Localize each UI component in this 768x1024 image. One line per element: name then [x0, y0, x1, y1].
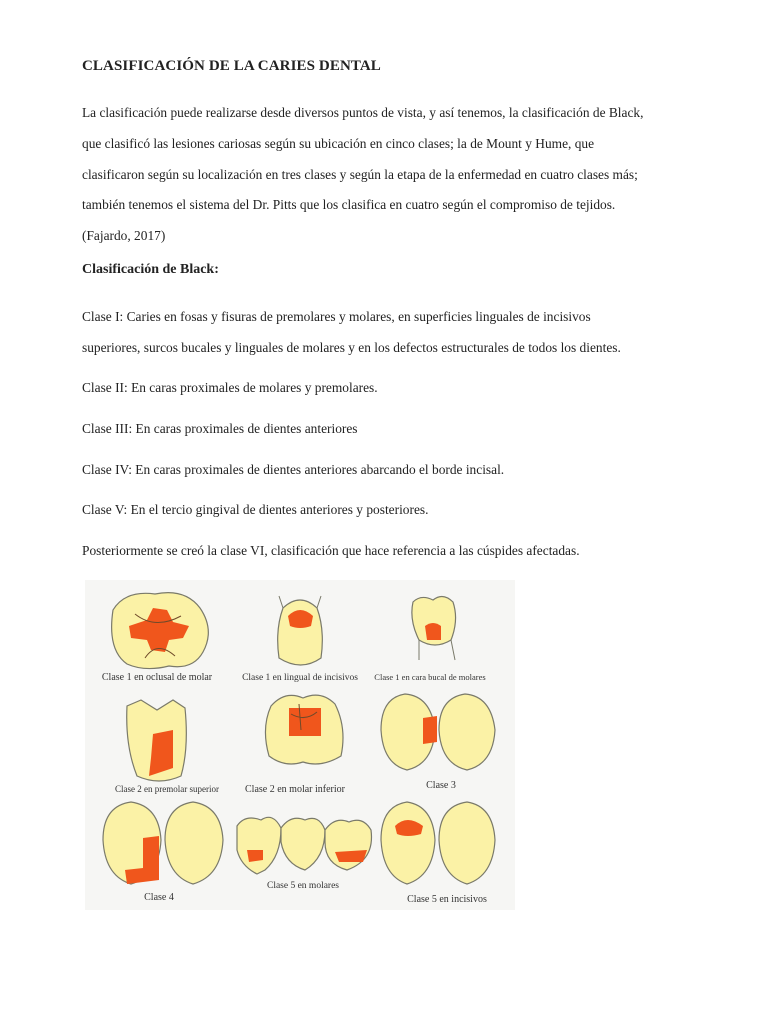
caption-c5-incisivos: Clase 5 en incisivos — [407, 894, 487, 905]
clase1-paragraph — [82, 302, 722, 363]
tooth-c4 — [103, 802, 223, 884]
intro-line: también tenemos el sistema del Dr. Pitts que los clasifica en cuatro según el compromiso de tejidos. — [82, 197, 616, 213]
caption-c1-bucal: Clase 1 en cara bucal de molares — [374, 672, 486, 682]
clase1-line: superiores, surcos bucales y linguales de molares y en los defectos estructurales de todos los dientes. — [82, 339, 621, 355]
caption-c1-incisivos: Clase 1 en lingual de incisivos — [242, 673, 358, 683]
tooth-c5-molares — [237, 817, 372, 874]
tooth-c1-incisor — [278, 596, 323, 665]
clase1-line: Clase I: Caries en fosas y fisuras de premolares y molares, en superficies linguales de incisivos — [82, 309, 591, 324]
intro-line: clasificaron según su localización en tres clases y según la etapa de la enfermedad en cuatro clases más; — [82, 166, 638, 182]
caption-c2-premolar: Clase 2 en premolar superior — [115, 784, 219, 794]
caption-c5-molares: Clase 5 en molares — [266, 881, 340, 891]
tooth-c1-bucal — [412, 596, 456, 660]
caption-c2-molar: Clase 2 en molar inferior — [245, 784, 345, 795]
intro-paragraph — [82, 98, 702, 252]
black-classification-figure — [85, 580, 515, 910]
caption-c4: Clase 4 — [144, 892, 174, 903]
tooth-c1-molar — [112, 593, 209, 669]
black-classification-heading: Clasificación de Black: — [82, 262, 219, 277]
clase4-paragraph: Clase IV: En caras proximales de dientes anteriores abarcando el borde incisal. — [82, 462, 505, 477]
tooth-c5-incisivos — [381, 802, 495, 884]
clase3-paragraph: Clase III: En caras proximales de dientes anteriores — [82, 421, 358, 436]
tooth-c3 — [381, 694, 495, 770]
caption-c1-molar: Clase 1 en oclusal de molar — [101, 672, 213, 683]
clase5-paragraph: Clase V: En el tercio gingival de dientes anteriores y posteriores. — [82, 502, 429, 517]
tooth-c2-premolar — [127, 700, 187, 781]
intro-line: que clasificó las lesiones cariosas según su ubicación en cinco clases; la de Mount y Hume, que — [82, 135, 595, 151]
intro-line: La clasificación puede realizarse desde diversos puntos de vista, y así tenemos, la clasificación de Black, — [82, 105, 644, 120]
clase2-paragraph: Clase II: En caras proximales de molares y premolares. — [82, 380, 378, 395]
caption-c3: Clase 3 — [426, 780, 456, 791]
tooth-c2-molar — [265, 695, 343, 764]
document-title: CLASIFICACIÓN DE LA CARIES DENTAL — [82, 58, 381, 74]
clase6-paragraph: Posteriormente se creó la clase VI, clasificación que hace referencia a las cúspides afectadas. — [82, 543, 580, 558]
teeth-illustration — [85, 580, 515, 910]
intro-line: (Fajardo, 2017) — [82, 228, 166, 244]
